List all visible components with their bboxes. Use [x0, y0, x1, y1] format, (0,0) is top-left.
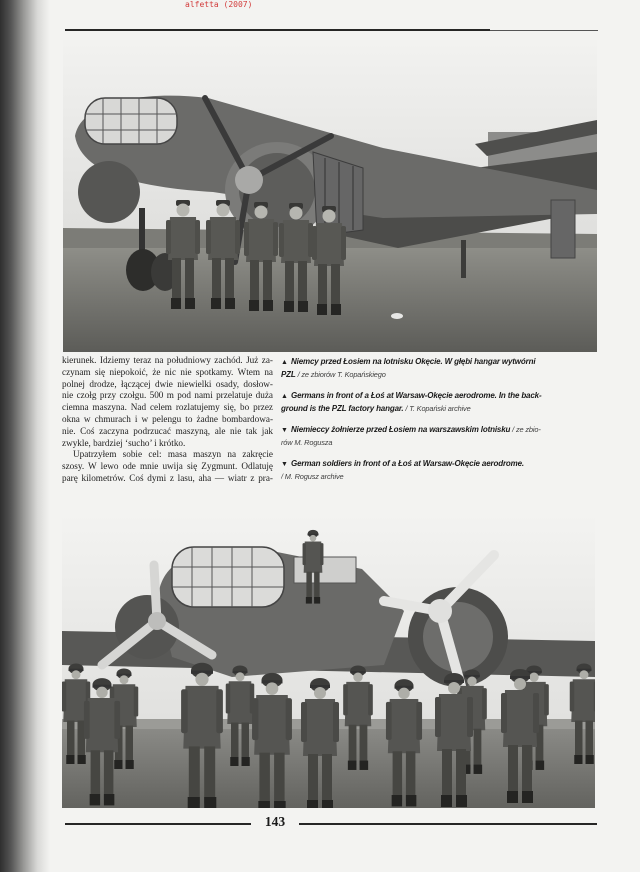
caption-text: Niemcy przed Łosiem na lotnisku Okęcie. W głębi hangar wytwórni: [291, 357, 536, 366]
caption: [281, 424, 597, 449]
body-line: Upatrzyłem sobie cel: masa maszyn na zakręcie: [73, 449, 273, 460]
caption-row: [281, 424, 597, 437]
caption-marker: ▼: [281, 427, 288, 434]
body-line: czynam się niepokoić, że nic nie spotkamy. Wtem na: [62, 366, 273, 377]
photo-germans-at-okecie: [63, 40, 597, 352]
body-text-column: [62, 355, 273, 485]
caption: [281, 390, 597, 415]
photo-captions: [281, 356, 597, 492]
debris: [391, 313, 403, 319]
caption-credit: / ze zbiorów T. Kopańskiego: [295, 369, 386, 379]
body-line: szosy. W lewo ode mnie uwija się Zygmunt. Odlatuję: [62, 461, 273, 472]
caption-row: [281, 437, 597, 450]
caption-row: [281, 471, 597, 484]
caption-text: PZL: [281, 369, 296, 379]
caption-row: [281, 458, 597, 471]
book-spine-shadow: [0, 0, 50, 872]
watermark-label: alfetta (2007): [185, 0, 253, 9]
top-rule-thick: [65, 29, 490, 31]
caption-row: [281, 356, 597, 369]
caption-marker: ▲: [281, 359, 288, 366]
top-rule-thin: [490, 30, 598, 31]
body-line: parę kilometrów. Coś dymi z lasu, aha — wiatr z pra-: [62, 472, 273, 483]
photo-germans-at-okecie-image: [63, 40, 597, 352]
caption-row: [281, 369, 597, 382]
footer-rule-right: [299, 823, 597, 825]
caption-text: German soldiers in front of a Łoś at Warsaw-Okęcie aerodrome.: [291, 459, 524, 468]
caption-credit: rów M. Rogusza: [281, 437, 333, 447]
body-line: ciemna maszyna. Nad celem rozlatujemy się, bo przez: [62, 402, 273, 413]
body-line: nie czołg przy czołgu. 500 m pod nami przelatuje duża: [62, 390, 273, 401]
caption-row: [281, 390, 597, 403]
caption-text: Niemieccy żołnierze przed Łosiem na warszawskim lotnisku: [291, 425, 511, 434]
caption-text: ground is the PZL factory hangar.: [281, 403, 404, 413]
body-line: okna w chmurach i w pelengu to żadne bombardowa-: [62, 413, 273, 424]
caption-credit: / ze zbio-: [510, 425, 541, 434]
footer-rule-left: [65, 823, 251, 825]
caption-text: Germans in front of a Łoś at Warsaw-Okęcie aerodrome. In the back-: [291, 391, 542, 400]
photo-german-soldiers-image: [62, 515, 595, 808]
caption: [281, 356, 597, 381]
photo-german-soldiers: [62, 515, 595, 808]
caption-credit: / M. Rogusz archive: [281, 471, 344, 481]
caption-credit: / T. Kopański archive: [403, 403, 471, 413]
propeller-spinner: [235, 166, 263, 194]
body-line: zwykle, bardziej ‘sucho’ i krótko.: [62, 437, 186, 448]
body-line: kierunek. Idziemy teraz na południowy zachód. Już za-: [62, 355, 273, 365]
caption-marker: ▼: [281, 461, 288, 468]
page-number: 143: [264, 814, 286, 829]
caption-marker: ▲: [281, 393, 288, 400]
caption-row: [281, 403, 597, 416]
propeller-spinner: [428, 599, 452, 623]
body-line: polnej drodze, łączącej dwie niewielki osady, dosłow-: [62, 378, 273, 389]
caption: [281, 458, 597, 483]
body-line: nie. Coś zaczyna podrzucać maszyną, ale nie tak jak: [62, 425, 273, 436]
